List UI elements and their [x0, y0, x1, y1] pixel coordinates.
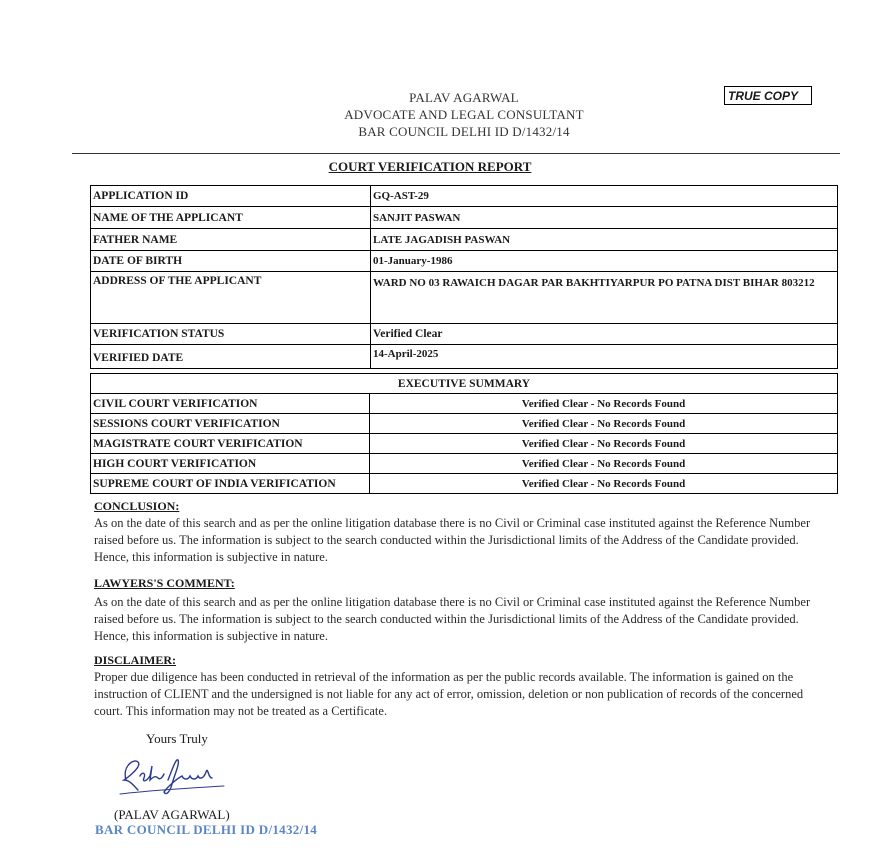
- detail-label: DATE OF BIRTH: [91, 251, 371, 272]
- detail-value: WARD NO 03 RAWAICH DAGAR PAR BAKHTIYARPUR PO PATNA DIST BIHAR 803212: [371, 272, 838, 324]
- header-bar-id: BAR COUNCIL DELHI ID D/1432/14: [358, 124, 570, 139]
- signatory-name: (PALAV AGARWAL): [114, 807, 230, 822]
- lawyers-comment-title: LAWYERS'S COMMENT:: [94, 576, 235, 590]
- summary-row: [91, 414, 838, 434]
- summary-row: [91, 454, 838, 474]
- summary-label: MAGISTRATE COURT VERIFICATION: [91, 434, 370, 454]
- summary-row: [91, 394, 838, 414]
- detail-row: [91, 272, 838, 324]
- conclusion-text: As on the date of this search and as per the online litigation database there is no Civil or Criminal case instituted against the Reference Number raised before us. The information is subject to the search conducted within the Jurisdictional limits of the Address of the Candidate provided. Hence, this information is subjective in nature.: [94, 516, 811, 564]
- true-copy-stamp: TRUE COPY: [724, 86, 812, 105]
- detail-label: APPLICATION ID: [91, 186, 371, 207]
- advocate-name: PALAV AGARWAL: [409, 90, 519, 105]
- summary-value: Verified Clear - No Records Found: [370, 434, 838, 454]
- detail-label: FATHER NAME: [91, 229, 371, 251]
- closing-salutation: Yours Truly: [146, 731, 208, 746]
- header-divider: [72, 153, 840, 154]
- summary-label: SESSIONS COURT VERIFICATION: [91, 414, 370, 434]
- detail-row: [91, 251, 838, 272]
- summary-value: Verified Clear - No Records Found: [370, 454, 838, 474]
- summary-row: [91, 474, 838, 494]
- detail-value: SANJIT PASWAN: [371, 207, 838, 229]
- disclaimer-text: Proper due diligence has been conducted in retrieval of the information as per the public records available. The information is gained on the instruction of CLIENT and the undersigned is not liable for any act of error, omission, deletion or non publication of records of the concerned court. This information may not be treated as a Certificate.: [94, 670, 804, 718]
- lawyers-comment-text: As on the date of this search and as per the online litigation database there is no Civil or Criminal case instituted against the Reference Number raised before us. The information is subject to the search conducted within the Jurisdictional limits of the Address of the Candidate provided. Hence, this information is subjective in nature.: [94, 595, 811, 643]
- detail-row: [91, 345, 838, 369]
- summary-header-row: [91, 374, 838, 394]
- detail-row: [91, 324, 838, 345]
- detail-row: [91, 186, 838, 207]
- summary-label: HIGH COURT VERIFICATION: [91, 454, 370, 474]
- handwritten-signature: [112, 750, 230, 800]
- detail-value: 14-April-2025: [371, 345, 838, 369]
- detail-value: GQ-AST-29: [371, 186, 838, 207]
- summary-value: Verified Clear - No Records Found: [370, 414, 838, 434]
- detail-row: [91, 229, 838, 251]
- report-title: COURT VERIFICATION REPORT: [328, 159, 532, 174]
- detail-label: NAME OF THE APPLICANT: [91, 207, 371, 229]
- detail-label: ADDRESS OF THE APPLICANT: [91, 272, 371, 324]
- summary-value: Verified Clear - No Records Found: [370, 394, 838, 414]
- detail-label: VERIFICATION STATUS: [91, 324, 371, 345]
- detail-value: 01-January-1986: [371, 251, 838, 272]
- detail-row: [91, 207, 838, 229]
- executive-summary-table: [90, 373, 838, 494]
- detail-label: VERIFIED DATE: [91, 345, 371, 369]
- detail-value: LATE JAGADISH PASWAN: [371, 229, 838, 251]
- summary-label: SUPREME COURT OF INDIA VERIFICATION: [91, 474, 370, 494]
- summary-value: Verified Clear - No Records Found: [370, 474, 838, 494]
- detail-value: Verified Clear: [371, 324, 838, 345]
- conclusion-title: CONCLUSION:: [94, 499, 180, 513]
- executive-summary-title: EXECUTIVE SUMMARY: [91, 374, 838, 394]
- disclaimer-title: DISCLAIMER:: [94, 653, 177, 667]
- advocate-designation: ADVOCATE AND LEGAL CONSULTANT: [344, 107, 584, 122]
- signatory-bar-id: BAR COUNCIL DELHI ID D/1432/14: [95, 822, 318, 837]
- summary-label: CIVIL COURT VERIFICATION: [91, 394, 370, 414]
- summary-row: [91, 434, 838, 454]
- applicant-details-table: [90, 185, 838, 369]
